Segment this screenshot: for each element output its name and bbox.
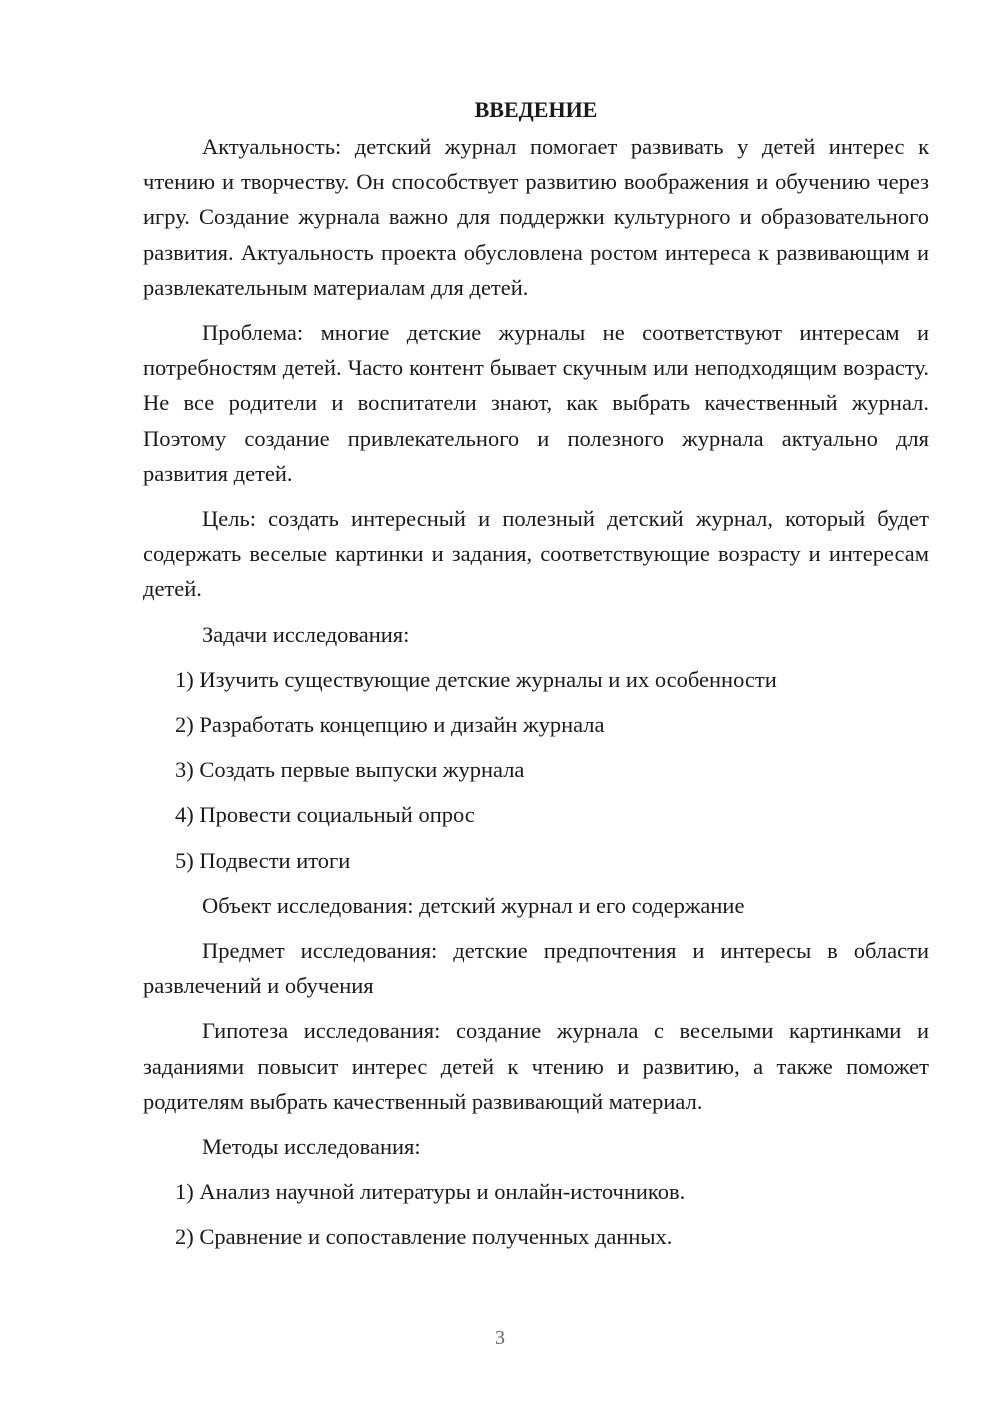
- problem-paragraph: Проблема: многие детские журналы не соответствуют интересам и потребностям детей. Часто контент бывает скучным или неподходящим возрасту. Не все родители и воспитатели знают, как выбрать качественный журнал. Поэтому создание привлекательного и полезного журнала актуально для развития детей.: [143, 320, 929, 486]
- relevance-paragraph: Актуальность: детский журнал помогает развивать у детей интерес к чтению и творчеству. Он способствует развитию воображения и обучению через игру. Создание журнала важно для поддержки культурного и образовательного развития. Актуальность проекта обусловлена ростом интереса к развивающим и развлекательным материалам для детей.: [143, 134, 929, 300]
- tasks-heading: Задачи исследования:: [202, 621, 410, 647]
- object-paragraph: Объект исследования: детский журнал и его содержание: [202, 892, 745, 918]
- page-number: 3: [495, 1327, 505, 1349]
- task-item: 3) Создать первые выпуски журнала: [175, 757, 525, 783]
- methods-heading: Методы исследования:: [202, 1134, 421, 1160]
- task-item: 2) Разработать концепцию и дизайн журнала: [175, 712, 605, 738]
- hypothesis-paragraph: Гипотеза исследования: создание журнала с веселыми картинками и заданиями повысит интерес детей к чтению и развитию, а также поможет родителям выбрать качественный развивающий материал.: [143, 1018, 929, 1114]
- method-item: 1) Анализ научной литературы и онлайн-источников.: [175, 1179, 686, 1205]
- page-title: ВВЕДЕНИЕ: [474, 97, 598, 122]
- task-item: 5) Подвести итоги: [175, 847, 351, 873]
- subject-paragraph: Предмет исследования: детские предпочтения и интересы в области развлечений и обучения: [143, 938, 929, 999]
- method-item: 2) Сравнение и сопоставление полученных данных.: [175, 1224, 673, 1250]
- task-item: 1) Изучить существующие детские журналы и их особенности: [175, 666, 777, 692]
- document-page: [143, 92, 929, 1265]
- task-item: 4) Провести социальный опрос: [175, 802, 475, 828]
- goal-paragraph: Цель: создать интересный и полезный детский журнал, который будет содержать веселые картинки и задания, соответствующие возрасту и интересам детей.: [143, 506, 929, 602]
